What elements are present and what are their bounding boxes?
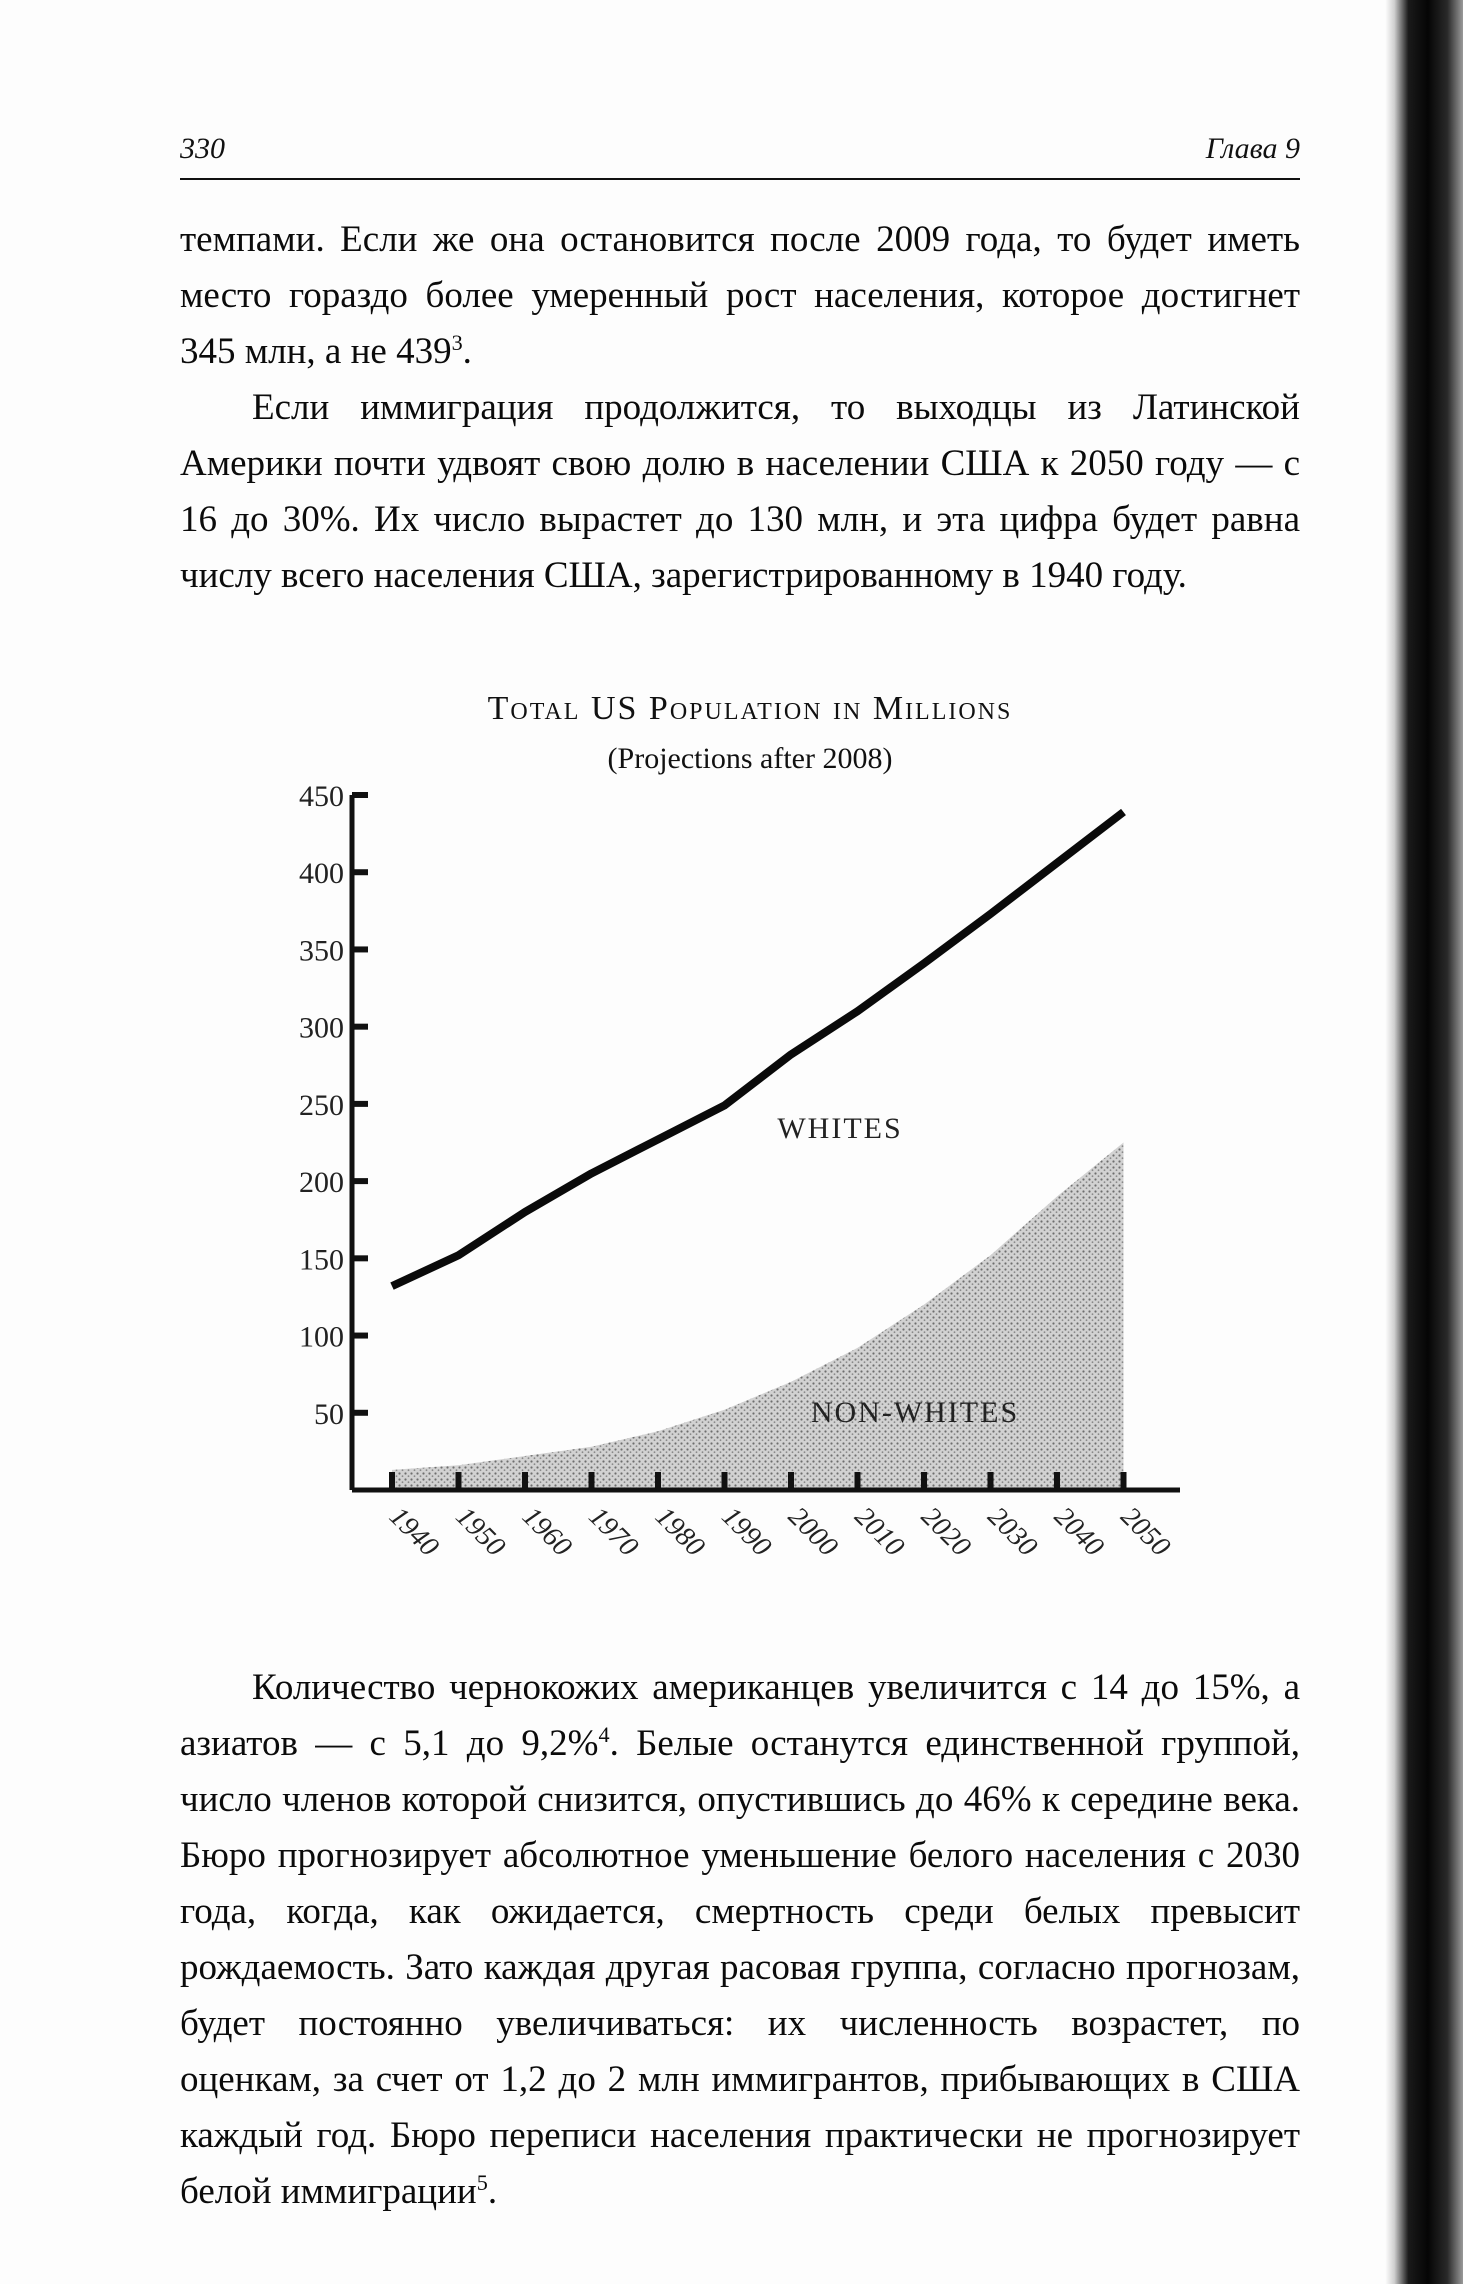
y-tick-label-250: 250 (299, 1088, 344, 1122)
x-tick-label-2030: 2030 (981, 1501, 1044, 1563)
paragraph-1 (180, 212, 1300, 380)
x-tick-label-1960: 1960 (516, 1501, 578, 1563)
nonwhites-area (392, 1143, 1124, 1491)
x-tick-label-1950: 1950 (449, 1501, 512, 1563)
y-tick-label-150: 150 (299, 1243, 344, 1277)
x-tick-label-1970: 1970 (582, 1501, 645, 1563)
paragraph-3-text-a: Количество чернокожих американцев увеличится с 14 до 15%, а азиатов — с 5,1 до 9,2% (180, 1667, 1300, 1764)
x-tick-label-2050: 2050 (1114, 1501, 1177, 1563)
x-tick-label-2010: 2010 (848, 1501, 911, 1563)
running-header (180, 132, 1300, 176)
x-tick-label-2000: 2000 (782, 1501, 844, 1563)
x-tick-label-1940: 1940 (383, 1501, 445, 1563)
footnote-ref-4: 4 (598, 1721, 610, 1747)
scan-binding-shadow (1385, 0, 1463, 2284)
paragraph-3-text-b: . Белые останутся единственной группой, число членов которой снизится, опустившись до 46% к середине века. Бюро прогнозирует абсолютное уменьшение белого населения с 2030 года, когда, как ожидается, смертность среди белых превысит рождаемость. Зато каждая другая расовая группа, согласно прогнозам, будет постоянно увеличиваться: их численность возрастет, по оценкам, за счет от 1,2 до 2 млн иммигрантов, прибывающих в США каждый год. Бюро переписи населения практически не прогнозирует белой иммиграции (180, 1723, 1300, 2212)
chart-title: Total US Population in Millions (487, 690, 1013, 727)
y-tick-label-400: 400 (299, 857, 344, 891)
chapter-title: Глава 9 (1205, 132, 1300, 165)
chart-subtitle: (Projections after 2008) (607, 742, 893, 775)
x-tick-label-1980: 1980 (649, 1501, 711, 1563)
y-tick-label-200: 200 (299, 1166, 344, 1200)
paragraph-1-end: . (462, 331, 472, 372)
paragraph-3-end: . (487, 2171, 498, 2212)
whites-label: WHITES (777, 1111, 903, 1145)
paragraph-1-text: темпами. Если же она остановится после 2009 года, то будет иметь место гораздо более умеренный рост населения, которое достигнет 345 млн, а не 439 (180, 219, 1300, 372)
footnote-ref-5: 5 (476, 2169, 488, 2195)
x-tick-label-1990: 1990 (715, 1501, 778, 1563)
x-tick-label-2040: 2040 (1048, 1501, 1110, 1563)
nonwhites-label: NON-WHITES (810, 1396, 1020, 1430)
population-chart (260, 770, 1220, 1600)
header-rule (180, 178, 1300, 180)
y-tick-label-50: 50 (314, 1397, 344, 1431)
footnote-ref-3: 3 (451, 329, 463, 355)
total-population-line (392, 812, 1124, 1286)
page-number: 330 (180, 132, 225, 165)
x-tick-label-2020: 2020 (915, 1501, 977, 1563)
y-tick-label-450: 450 (299, 780, 344, 813)
y-tick-label-300: 300 (299, 1011, 344, 1045)
paragraph-2: Если иммиграция продолжится, то выходцы из Латинской Америки почти удвоят свою долю в населении США к 2050 году — с 16 до 30%. Их число вырастет до 130 млн, и эта цифра будет равна числу всего населения США, зарегистрированному в 1940 году. (180, 387, 1300, 596)
y-tick-label-350: 350 (299, 934, 344, 968)
y-tick-label-100: 100 (299, 1320, 344, 1354)
paragraph-3 (180, 1660, 1300, 2220)
